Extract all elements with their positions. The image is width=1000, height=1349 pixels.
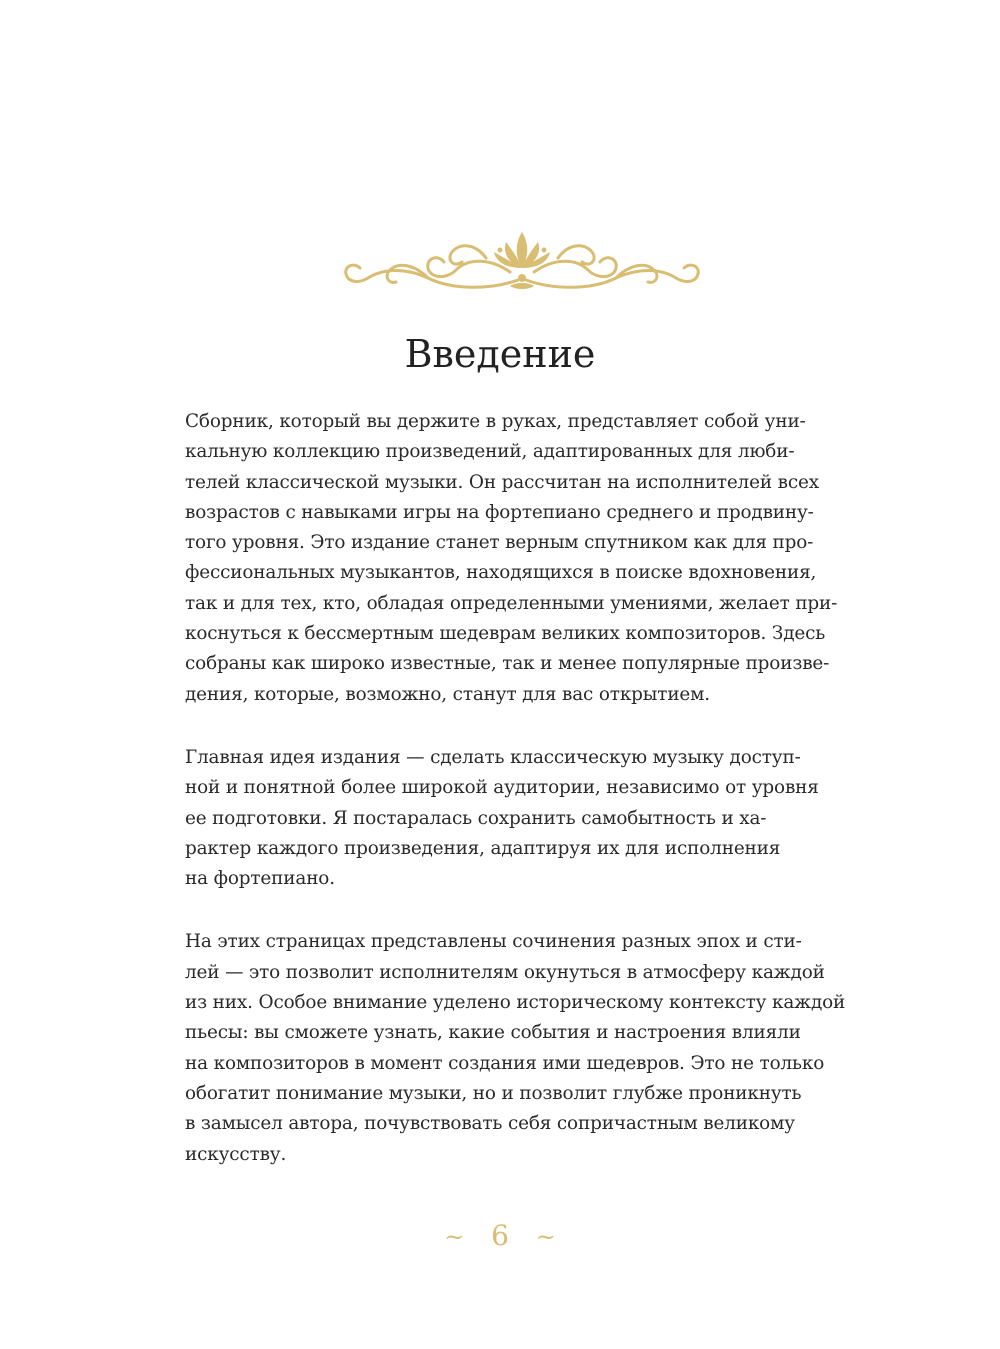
text-line: ее подготовки. Я постаралась сохранить самобытность и ха- [185,807,767,829]
text-line: на фортепиано. [185,868,335,890]
text-line: коснуться к бессмертным шедеврам великих композиторов. Здесь [185,623,826,645]
text-line: телей классической музыки. Он рассчитан на исполнителей всех [185,471,819,493]
text-line: кальную коллекцию произведений, адаптированных для люби- [185,441,795,463]
text-line: На этих страницах представлены сочинения разных эпох и сти- [185,931,802,953]
text-line: того уровня. Это издание станет верным спутником как для про- [185,532,814,554]
text-line: Сборник, который вы держите в руках, представляет собой уни- [185,411,806,432]
text-line: на композиторов в момент создания ими шедевров. Это не только [185,1052,825,1074]
text-line: так и для тех, кто, обладая определенными умениями, желает при- [185,592,838,614]
body-text [185,407,875,1203]
text-line: пьесы: вы сможете узнать, какие события и настроения влияли [185,1022,801,1044]
text-line: собраны как широко известные, так и менее популярные произве- [185,653,830,675]
paragraph [185,743,875,894]
flourish-ornament-icon [340,228,704,296]
text-line: Главная идея издания — сделать классическую музыку доступ- [185,746,801,768]
page-number-left-mark: ~ [444,1223,465,1251]
text-line: дения, которые, возможно, станут для вас открытием. [185,683,711,705]
text-line: ной и понятной более широкой аудитории, независимо от уровня [185,777,819,799]
text-line: возрастов с навыками игры на фортепиано среднего и продвину- [185,501,814,523]
page-number-value: 6 [491,1219,509,1252]
page-number-right-mark: ~ [535,1223,556,1251]
paragraph [185,927,875,1169]
text-line: из них. Особое внимание уделено историческому контексту каждой [185,992,846,1014]
text-line: обогатит понимание музыки, но и позволит глубже проникнуть [185,1082,802,1104]
text-line: искусству. [185,1143,287,1165]
paragraph [185,407,875,710]
text-line: рактер каждого произведения, адаптируя их для исполнения [185,837,781,859]
page-number [0,1218,1000,1255]
page-title: Введение [404,332,596,376]
text-line: в замысел автора, почувствовать себя сопричастным великому [185,1113,795,1135]
text-line: лей — это позволит исполнителям окунуться в атмосферу каждой [185,961,825,983]
text-line: фессиональных музыкантов, находящихся в поиске вдохновения, [185,562,817,584]
ornament-svg [340,228,704,296]
